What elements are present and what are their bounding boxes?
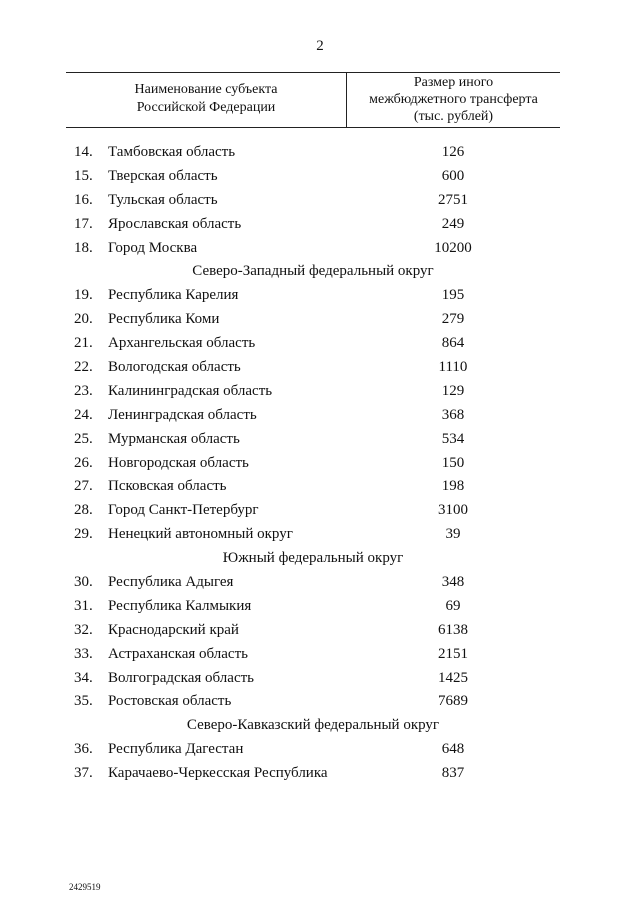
table-header (66, 72, 560, 128)
table-row (0, 738, 640, 762)
subject-name: Тамбовская область (108, 144, 236, 160)
table-row (0, 667, 640, 691)
row-number: 29. (74, 526, 93, 543)
document-code: 2429519 (69, 882, 101, 892)
subject-name: Мурманская область (108, 430, 240, 447)
header-subject-name-line: Наименование субъекта (134, 82, 278, 97)
row-number: 27. (74, 478, 93, 495)
header-transfer-amount-line: Размер иного (413, 75, 494, 90)
subject-name: Город Санкт-Петербург (108, 502, 259, 519)
subject-name: Тверская область (108, 167, 218, 184)
subject-name: Республика Адыгея (108, 574, 234, 591)
transfer-amount: 195 (441, 287, 465, 304)
section-title: Южный федеральный округ (222, 550, 404, 567)
subject-name: Псковская область (108, 478, 227, 495)
subject-name: Республика Калмыкия (108, 597, 252, 614)
row-number: 32. (74, 621, 93, 638)
subject-name: Ленинградская область (108, 406, 257, 423)
transfer-amount: 7689 (438, 693, 468, 710)
table-row (0, 284, 640, 308)
row-number: 34. (74, 669, 93, 686)
table-row (0, 499, 640, 523)
subject-name: Республика Дагестан (108, 741, 244, 758)
table-row (0, 380, 640, 404)
transfer-amount: 279 (441, 311, 465, 328)
row-number: 21. (74, 335, 93, 352)
transfer-amount: 534 (441, 430, 465, 447)
row-number: 28. (74, 502, 93, 519)
transfer-amount: 864 (441, 335, 465, 352)
transfer-amount: 126 (441, 144, 465, 160)
header-subject-name (66, 81, 346, 117)
row-number: 14. (74, 144, 93, 160)
section-header-row (0, 714, 640, 738)
row-number: 37. (74, 765, 93, 782)
table-row (0, 308, 640, 332)
row-number: 19. (74, 287, 93, 304)
row-number: 26. (74, 454, 93, 471)
table-row (0, 165, 640, 189)
table-body (0, 141, 640, 786)
row-number: 23. (74, 382, 93, 399)
subject-name: Республика Карелия (108, 287, 239, 304)
section-header-row (0, 547, 640, 571)
header-subject-name-line: Российской Федерации (136, 100, 276, 115)
table-row (0, 356, 640, 380)
transfer-amount: 10200 (434, 239, 472, 256)
transfer-amount: 249 (441, 215, 465, 232)
transfer-amount: 3100 (438, 502, 468, 519)
table-row (0, 571, 640, 595)
row-number: 20. (74, 311, 93, 328)
table-row (0, 619, 640, 643)
row-number: 33. (74, 645, 93, 662)
row-number: 25. (74, 430, 93, 447)
transfer-amount: 600 (441, 167, 465, 184)
table-row (0, 690, 640, 714)
table-row (0, 475, 640, 499)
transfer-amount: 1110 (438, 359, 468, 376)
row-number: 17. (74, 215, 93, 232)
row-number: 36. (74, 741, 93, 758)
row-number: 15. (74, 167, 93, 184)
row-number: 30. (74, 574, 93, 591)
table-row (0, 595, 640, 619)
transfer-amount: 837 (441, 765, 465, 782)
table-row (0, 237, 640, 261)
transfer-amount: 69 (445, 597, 461, 614)
transfer-amount: 6138 (438, 621, 468, 638)
subject-name: Новгородская область (108, 454, 249, 471)
transfer-amount: 2751 (438, 191, 468, 208)
subject-name: Карачаево-Черкесская Республика (108, 765, 328, 782)
subject-name: Ярославская область (108, 215, 242, 232)
table-row (0, 762, 640, 786)
subject-name: Архангельская область (108, 335, 256, 352)
subject-name: Ростовская область (108, 693, 232, 710)
transfer-amount: 348 (441, 574, 465, 591)
table-row (0, 189, 640, 213)
table-row (0, 643, 640, 667)
transfer-amount: 2151 (438, 645, 468, 662)
table-row (0, 141, 640, 165)
table-row (0, 332, 640, 356)
transfer-amount: 198 (441, 478, 465, 495)
row-number: 31. (74, 597, 93, 614)
table-row (0, 213, 640, 237)
transfer-amount: 648 (441, 741, 465, 758)
section-header-row (0, 260, 640, 284)
page-number: 2 (316, 38, 324, 54)
transfer-amount: 1425 (438, 669, 468, 686)
header-transfer-amount-line: (тыс. рублей) (413, 109, 494, 124)
subject-name: Краснодарский край (108, 621, 239, 638)
subject-name: Ненецкий автономный округ (108, 526, 293, 543)
table-row (0, 428, 640, 452)
transfer-amount: 368 (441, 406, 465, 423)
row-number: 24. (74, 406, 93, 423)
transfer-amount: 39 (445, 526, 461, 543)
subject-name: Калининградская область (108, 382, 273, 399)
subject-name: Вологодская область (108, 359, 241, 376)
transfer-amount: 150 (441, 454, 465, 471)
subject-name: Республика Коми (108, 311, 220, 328)
subject-name: Город Москва (108, 239, 198, 256)
header-transfer-amount-line: межбюджетного трансферта (369, 92, 538, 107)
section-title: Северо-Западный федеральный округ (192, 263, 434, 280)
header-transfer-amount (347, 74, 560, 125)
subject-name: Тульская область (108, 191, 218, 208)
subject-name: Астраханская область (108, 645, 248, 662)
row-number: 35. (74, 693, 93, 710)
row-number: 22. (74, 359, 93, 376)
row-number: 16. (74, 191, 93, 208)
subject-name: Волгоградская область (108, 669, 254, 686)
table-row (0, 452, 640, 476)
section-title: Северо-Кавказский федеральный округ (186, 717, 440, 734)
table-row (0, 404, 640, 428)
transfer-amount: 129 (441, 382, 465, 399)
table-row (0, 523, 640, 547)
row-number: 18. (74, 239, 93, 256)
